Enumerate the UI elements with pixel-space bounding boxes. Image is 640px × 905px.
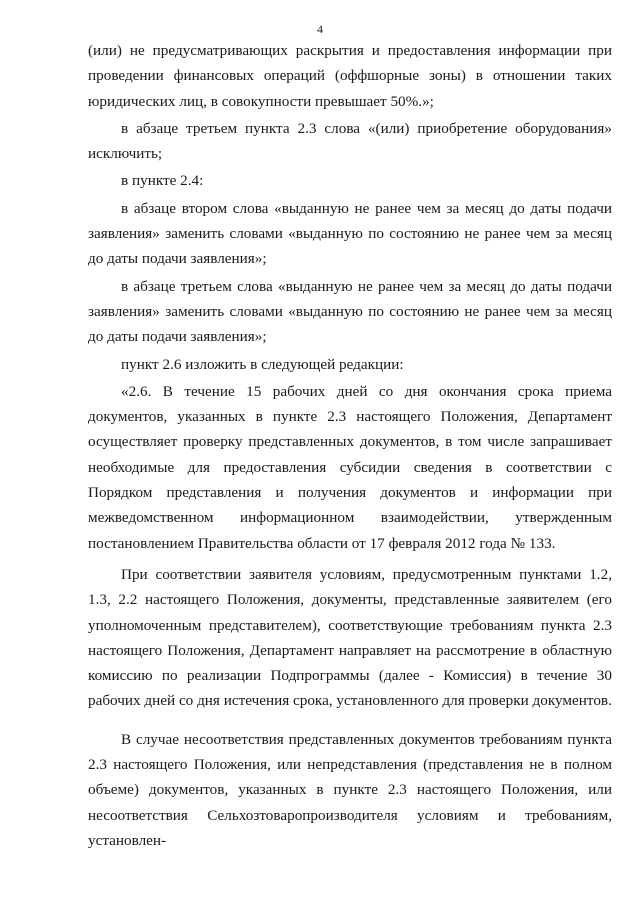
paragraph-2-4-third: в абзаце третьем слова «выданную не ранее чем за месяц до даты подачи заявления» заменить словами «выданную по состоянию не ранее чем за месяц до даты подачи заявления»; [88,277,612,346]
paragraph-2-6-text: «2.6. В течение 15 рабочих дней со дня окончания срока приема документов, указанных в пункте 2.3 настоящего Положения, Департамент осуществляет проверку представленных документов, в том числе запрашивает необходимые для предоставления субсидии сведения в соответствии с Порядком представления и получения документов и информации при межведомственном информационном взаимодействии, утвержденным постановлением Правительства области от 17 февраля 2012 года № 133. [88,382,612,552]
paragraph-point-2-4: в пункте 2.4: [121,172,204,190]
paragraph-2-4-second: в абзаце втором слова «выданную не ранее чем за месяц до даты подачи заявления» заменить словами «выданную по состоянию не ранее чем за месяц до даты подачи заявления»; [88,199,612,268]
page-number: 4 [317,22,323,36]
paragraph-nonconformity: В случае несоответствия представленных документов требованиям пункта 2.3 настоящего Положения, или непредставления (представления не в полном объеме) документов, указанных в пункте 2.3 настоящего Положения, или несоответствия Сельхозтоваропроизводителя условиям и требованиям, установлен- [88,730,612,849]
paragraph-continuation: (или) не предусматривающих раскрытия и предоставления информации при проведении финансовых операций (оффшорные зоны) в отношении таких юридических лиц, в совокупности превышает 50%.»; [88,42,612,110]
paragraph-amend-2-3: в абзаце третьем пункта 2.3 слова «(или) приобретение оборудования» исключить; [88,119,612,163]
paragraph-point-2-6-intro: пункт 2.6 изложить в следующей редакции: [121,355,404,373]
document-body [88,38,612,853]
paragraph-conformity: При соответствии заявителя условиям, предусмотренным пунктами 1.2, 1.3, 2.2 настоящего Положения, документы, представленные заявителем (его уполномоченным представителем), соответствующие требованиям пункта 2.3 настоящего Положения, Департамент направляет на рассмотрение в областную комиссию по реализации Подпрограммы (далее - Комиссия) в течение 30 рабочих дней со дня истечения срока, установленного для проверки документов. [88,565,612,710]
